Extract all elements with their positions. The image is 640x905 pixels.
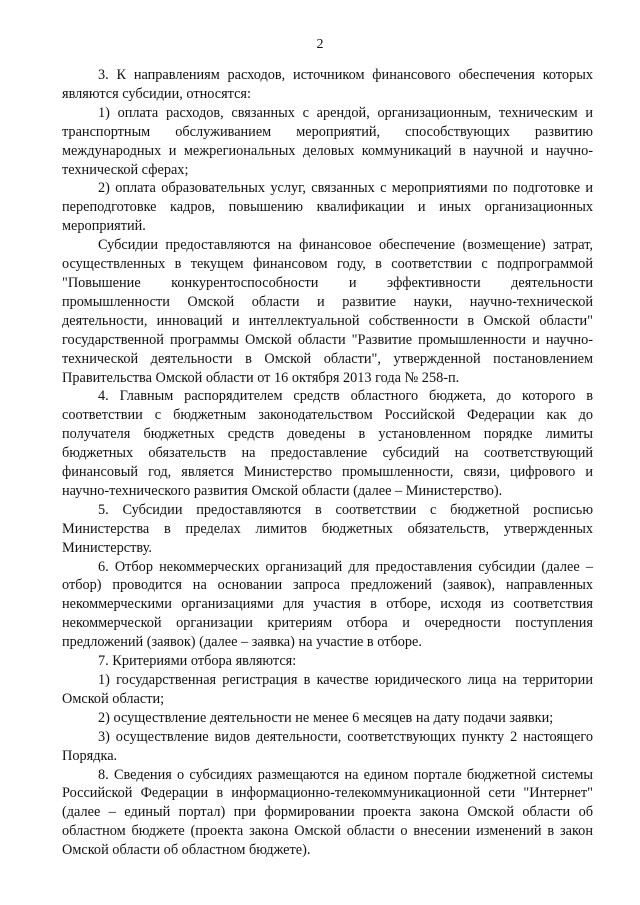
paragraph-3-item-1: 1) оплата расходов, связанных с арендой, организационным, техническим и транспортным обслуживанием мероприятий, способствующих развитию международных и межрегиональных деловых коммуникаций в научной и научно-технической сферах; <box>62 104 593 178</box>
paragraph-4-main-manager: 4. Главным распорядителем средств областного бюджета, до которого в соответствии с бюджетным законодательством Российской Федерации как до получателя бюджетных средств доведены в установленном порядке лимиты бюджетных обязательств на предоставление субсидий на соответствующий финансовый год, является Министерство промышленности, связи, цифрового и научно-технического развития Омской области (далее – Министерство). <box>62 388 593 499</box>
paragraph-7-criteria: 7. Критериями отбора являются: <box>98 653 297 670</box>
paragraph-7-item-1: 1) государственная регистрация в качестве юридического лица на территории Омской области; <box>62 672 593 707</box>
document-body <box>62 66 593 860</box>
paragraph-8-portal-info: 8. Сведения о субсидиях размещаются на едином портале бюджетной системы Российской Федерации в информационно-телекоммуникационной сети "Интернет" (далее – единый портал) при формировании проекта закона Омской области об областном бюджете (проекта закона Омской области о внесении изменений в закон Омской области об областном бюджете). <box>62 766 593 859</box>
paragraph-5-budget-schedule: 5. Субсидии предоставляются в соответствии с бюджетной росписью Министерства в пределах лимитов бюджетных обязательств, утвержденных Министерству. <box>62 501 593 556</box>
paragraph-subsidy-purpose: Субсидии предоставляются на финансовое обеспечение (возмещение) затрат, осуществленных в текущем финансовом году, в соответствии с подпрограммой "Повышение конкурентоспособности и эффективности деятельности промышленности Омской области и развитие науки, научно-технической деятельности, инноваций и интеллектуальной собственности в Омской области" государственной программы Омской области "Развитие промышленности и научно-технической деятельности в Омской области", утвержденной постановлением Правительства Омской области от 16 октября 2013 года № 258-п. <box>62 237 593 386</box>
paragraph-6-selection: 6. Отбор некоммерческих организаций для предоставления субсидии (далее – отбор) проводится на основании запроса предложений (заявок), направленных некоммерческими организациями для участия в отборе, исходя из соответствия некоммерческой организации критериям отбора и очередности поступления предложений (заявок) (далее – заявка) на участие в отборе. <box>62 558 593 651</box>
paragraph-3-item-2: 2) оплата образовательных услуг, связанных с мероприятиями по подготовке и переподготовке кадров, повышению квалификации и иных организационных мероприятий. <box>62 180 593 235</box>
paragraph-3-expense-directions: 3. К направлениям расходов, источником финансового обеспечения которых являются субсидии, относятся: <box>62 67 593 102</box>
paragraph-7-item-2: 2) осуществление деятельности не менее 6 месяцев на дату подачи заявки; <box>98 709 554 726</box>
paragraph-7-item-3: 3) осуществление видов деятельности, соответствующих пункту 2 настоящего Порядка. <box>62 728 593 764</box>
page-number: 2 <box>316 37 324 52</box>
